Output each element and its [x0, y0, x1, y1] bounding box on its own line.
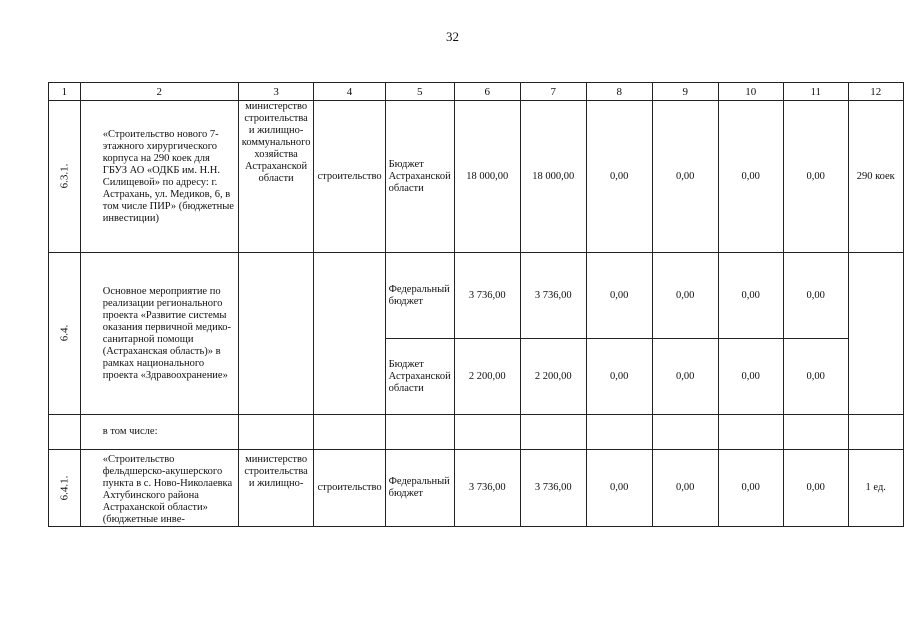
- empty-cell: [238, 415, 314, 450]
- empty-cell: [783, 415, 848, 450]
- value-cell: 0,00: [652, 253, 718, 339]
- empty-cell: [314, 415, 385, 450]
- value-cell: 0,00: [718, 450, 783, 527]
- value-cell: 0,00: [652, 101, 718, 253]
- value-cell: 0,00: [718, 339, 783, 415]
- value-cell: 0,00: [586, 101, 652, 253]
- value-cell: 0,00: [652, 339, 718, 415]
- funding-source: Федеральный бюджет: [385, 253, 454, 339]
- funding-source: Федеральный бюджет: [385, 450, 454, 527]
- work-type: строительство: [314, 450, 385, 527]
- funding-source: Бюджет Астраханской области: [385, 339, 454, 415]
- including-label: в том числе:: [80, 415, 238, 450]
- page-number: 32: [446, 29, 459, 44]
- result-cell: [848, 253, 903, 415]
- row-code: 6.4.1.: [58, 475, 71, 500]
- empty-cell: [520, 415, 586, 450]
- header-cell: 10: [718, 83, 783, 101]
- value-cell: 0,00: [718, 253, 783, 339]
- value-cell: 3 736,00: [454, 253, 520, 339]
- value-cell: 3 736,00: [520, 253, 586, 339]
- header-cell: 1: [49, 83, 81, 101]
- empty-cell: [385, 415, 454, 450]
- table-row: [49, 415, 904, 450]
- row-code-cell: [49, 101, 81, 253]
- empty-cell: [454, 415, 520, 450]
- header-cell: 11: [783, 83, 848, 101]
- value-cell: 0,00: [783, 101, 848, 253]
- table-row: [49, 450, 904, 527]
- header-cell: 3: [238, 83, 314, 101]
- value-cell: 0,00: [586, 339, 652, 415]
- value-cell: 0,00: [586, 450, 652, 527]
- table-row: [49, 101, 904, 253]
- executor: министерство строительства и жилищно-коммунального хозяйства Астраханской области: [238, 101, 314, 253]
- value-cell: 3 736,00: [454, 450, 520, 527]
- empty-cell: [718, 415, 783, 450]
- value-cell: 2 200,00: [520, 339, 586, 415]
- header-cell: 9: [652, 83, 718, 101]
- row-name: Основное мероприятие по реализации регионального проекта «Развитие системы оказания первичной медико-санитарной помощи (Астраханская область)» в рамках национального проекта «Здравоохранение»: [80, 253, 238, 415]
- budget-table: [48, 82, 904, 527]
- row-code-cell: [49, 415, 81, 450]
- row-code: 6.4.: [58, 324, 71, 342]
- value-cell: 18 000,00: [520, 101, 586, 253]
- row-name: «Строительство фельдшерско-акушерского пункта в с. Ново-Николаевка Ахтубинского района Астраханской области» (бюджетные инве-: [80, 450, 238, 527]
- empty-cell: [652, 415, 718, 450]
- row-name: «Строительство нового 7-этажного хирургического корпуса на 290 коек для ГБУЗ АО «ОДКБ им. Н.Н. Силищевой» по адресу: г. Астрахань, ул. Медиков, 6, в том числе ПИР» (бюджетные инвестиции): [80, 101, 238, 253]
- result-cell: 290 коек: [848, 101, 903, 253]
- empty-cell: [586, 415, 652, 450]
- work-type: [314, 253, 385, 415]
- header-cell: 5: [385, 83, 454, 101]
- executor: [238, 253, 314, 415]
- empty-cell: [848, 415, 903, 450]
- header-row: [49, 83, 904, 101]
- row-code-cell: [49, 253, 81, 415]
- funding-source: Бюджет Астраханской области: [385, 101, 454, 253]
- header-cell: 12: [848, 83, 903, 101]
- value-cell: 0,00: [586, 253, 652, 339]
- work-type: строительство: [314, 101, 385, 253]
- executor: министерство строительства и жилищно-: [238, 450, 314, 527]
- value-cell: 2 200,00: [454, 339, 520, 415]
- result-cell: 1 ед.: [848, 450, 903, 527]
- header-cell: 2: [80, 83, 238, 101]
- value-cell: 0,00: [718, 101, 783, 253]
- header-cell: 7: [520, 83, 586, 101]
- value-cell: 0,00: [783, 253, 848, 339]
- value-cell: 18 000,00: [454, 101, 520, 253]
- header-cell: 6: [454, 83, 520, 101]
- header-cell: 8: [586, 83, 652, 101]
- value-cell: 0,00: [783, 339, 848, 415]
- table-row: [49, 253, 904, 339]
- header-cell: 4: [314, 83, 385, 101]
- value-cell: 0,00: [652, 450, 718, 527]
- value-cell: 0,00: [783, 450, 848, 527]
- value-cell: 3 736,00: [520, 450, 586, 527]
- row-code-cell: [49, 450, 81, 527]
- row-code: 6.3.1.: [58, 163, 71, 189]
